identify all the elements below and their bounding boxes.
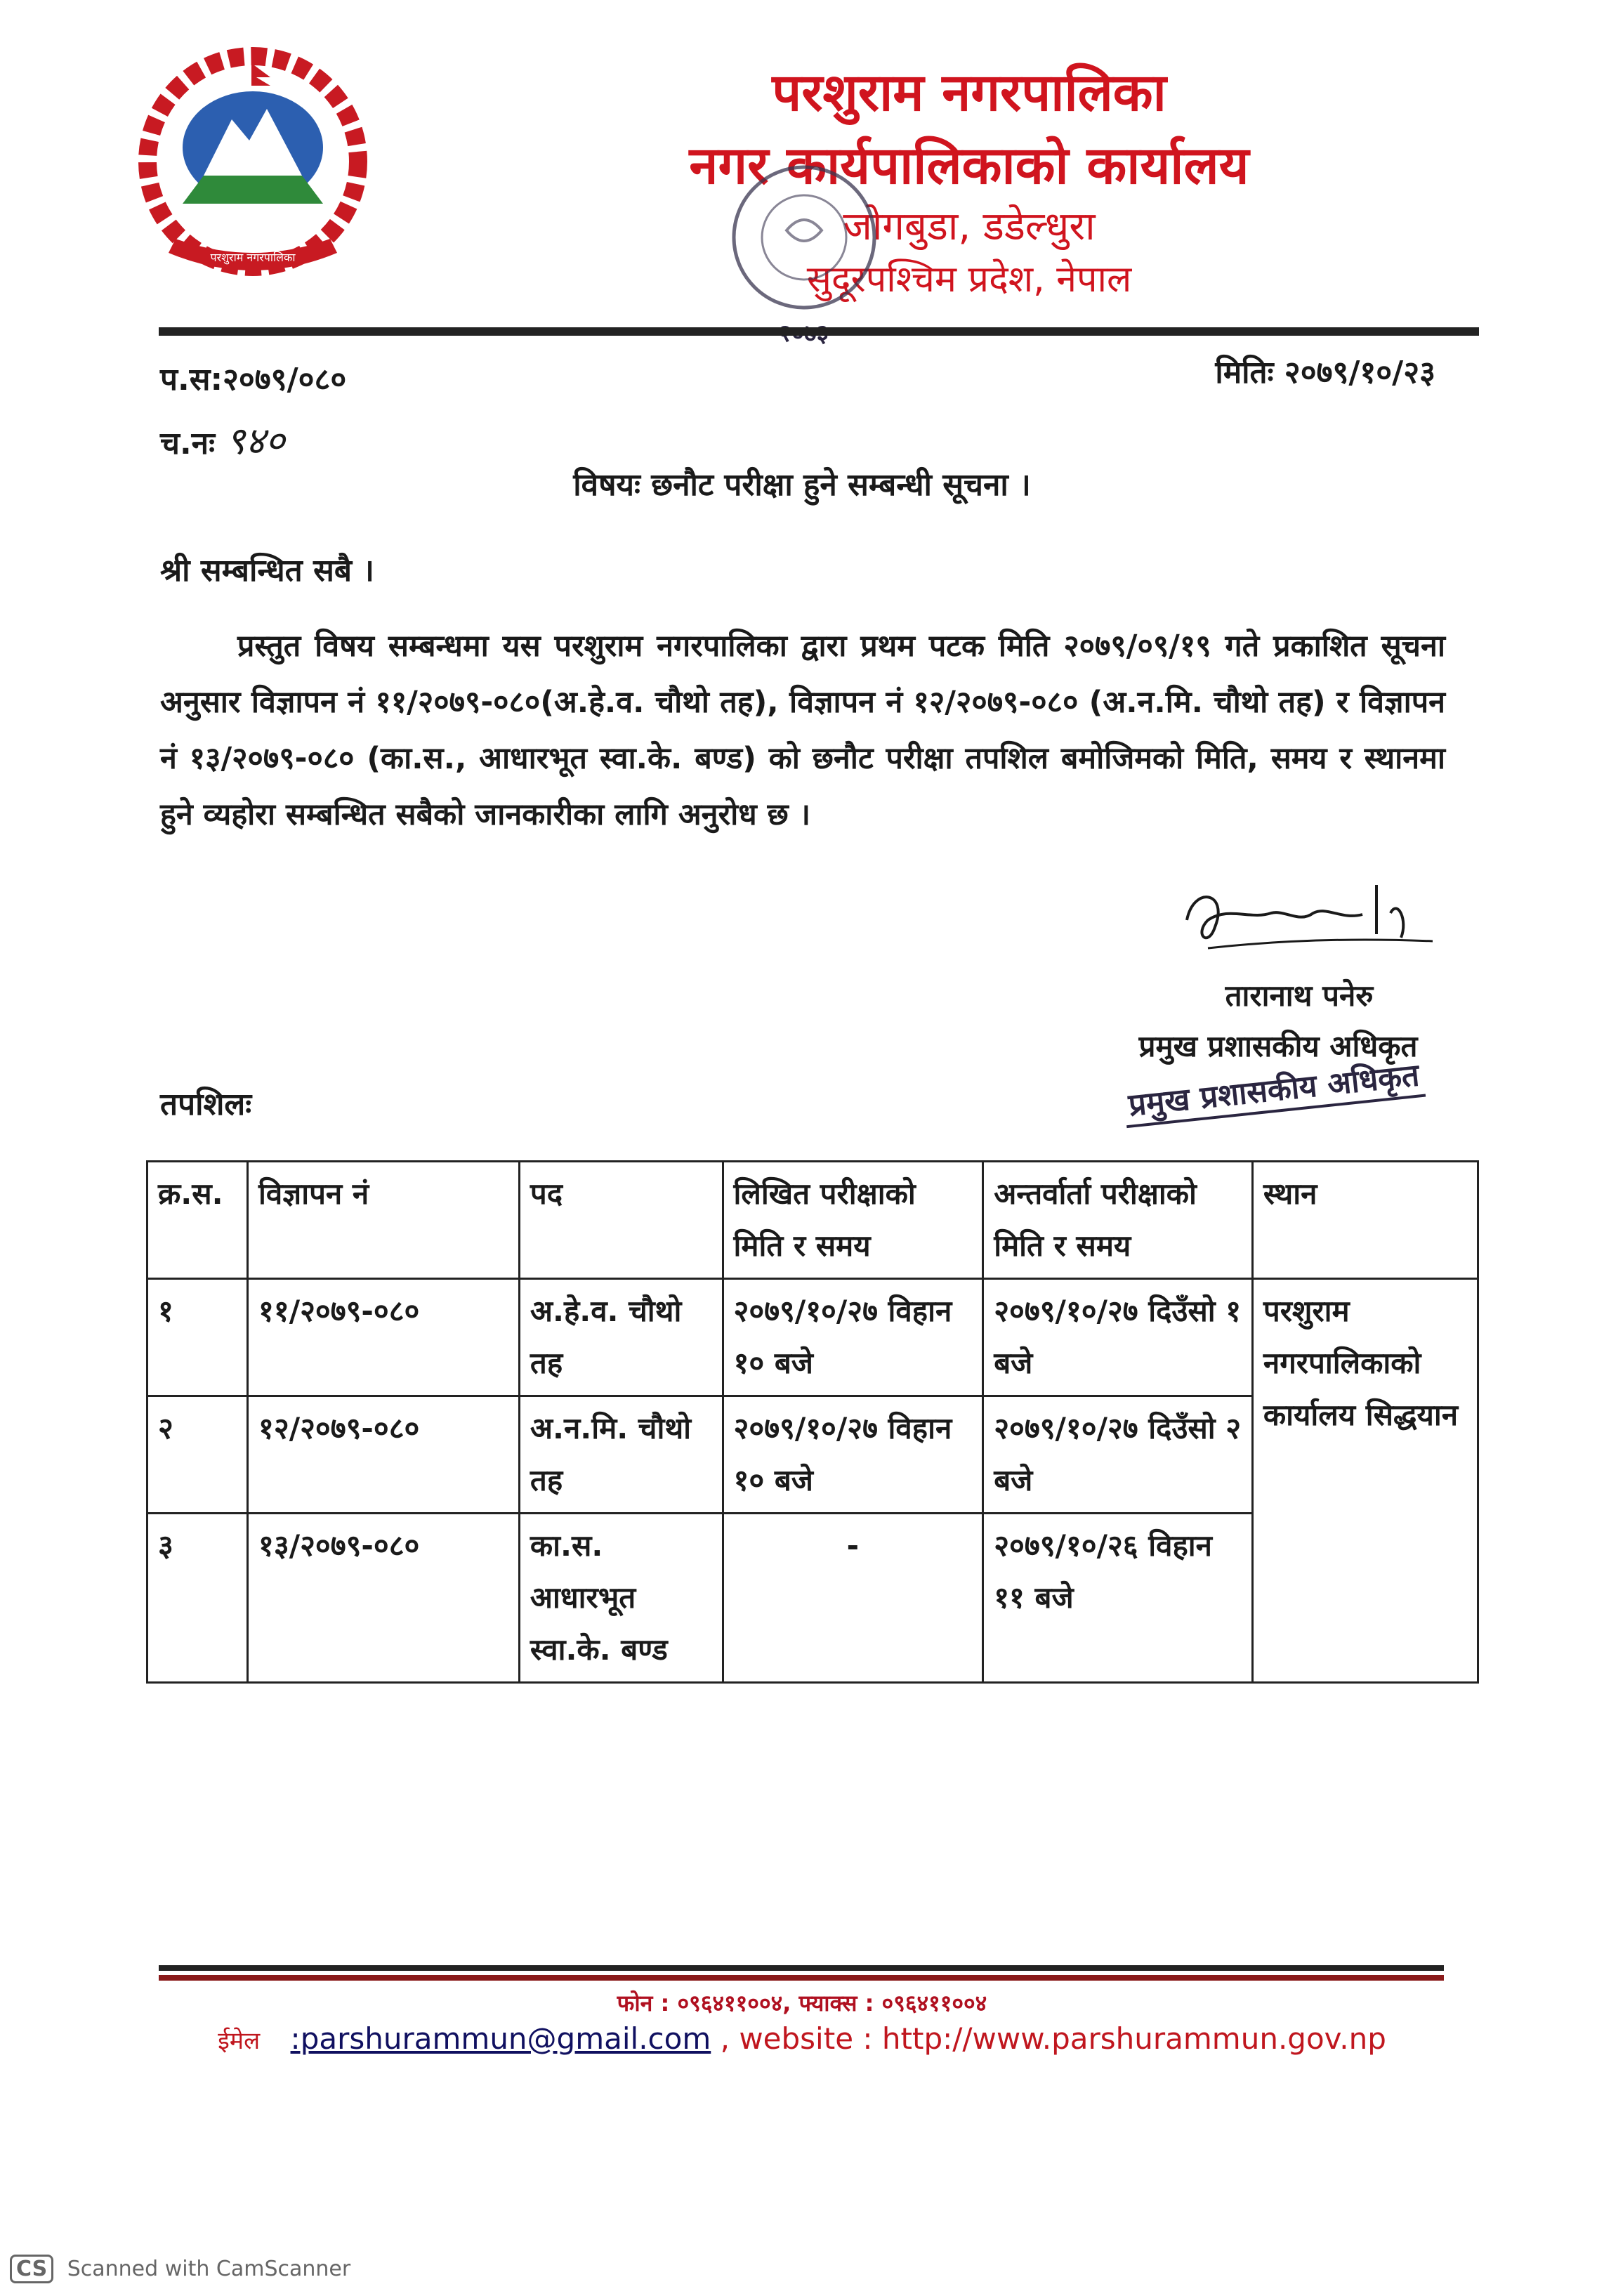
website-text: , website : http://www.parshurammun.gov.np	[720, 2021, 1386, 2056]
dispatch-label: च.नः	[160, 426, 215, 461]
cell-interview: २०७९/१०/२६ विहान ११ बजे	[983, 1514, 1253, 1683]
footer-contact	[0, 2021, 1604, 2056]
office-subtitle: नगर कार्यपालिकाको कार्यालय	[689, 136, 1249, 196]
cell-advertisement: ११/२०७९-०८०	[248, 1279, 520, 1396]
cell-post: का.स. आधारभूत स्वा.के. बण्ड	[519, 1514, 723, 1683]
signatory-name: तारानाथ पनेरु	[1225, 978, 1374, 1013]
camscanner-badge-icon: CS	[10, 2255, 53, 2283]
col-header-interview: अन्तर्वार्ता परीक्षाको मिति र समय	[983, 1162, 1253, 1279]
email-link[interactable]: :parshurammun@gmail.com	[290, 2021, 711, 2056]
dispatch-value: ९४०	[225, 419, 285, 463]
col-header-written-exam: लिखित परीक्षाको मिति र समय	[723, 1162, 983, 1279]
scanner-watermark	[10, 2255, 350, 2283]
footer-phone: फोन : ०९६४११००४, फ्याक्स : ०९६४११००४	[617, 1990, 987, 2016]
cell-interview: २०७९/१०/२७ दिउँसो १ बजे	[983, 1279, 1253, 1396]
cell-written-exam: -	[723, 1514, 983, 1683]
footer-divider	[159, 1965, 1444, 1971]
cell-post: अ.न.मि. चौथो तह	[519, 1396, 723, 1514]
office-name: परशुराम नगरपालिका	[772, 63, 1166, 123]
cell-venue: परशुराम नगरपालिकाको कार्यालय सिद्धयान	[1252, 1279, 1478, 1683]
letter-date: मितिः २०७९/१०/२३	[1215, 355, 1435, 391]
cell-sn: २	[147, 1396, 248, 1514]
exam-schedule-table	[146, 1160, 1479, 1684]
schedule-label: तपशिलः	[160, 1087, 252, 1122]
notice-body: प्रस्तुत विषय सम्बन्धमा यस परशुराम नगरपालिका द्वारा प्रथम पटक मिति २०७९/०९/१९ गते प्रकाशित सूचना अनुसार विज्ञापन नं ११/२०७९-०८०(अ.हे.व. चौथो तह), विज्ञापन नं १२/२०७९-०८० (अ.न.मि. चौथो तह) र विज्ञापन नं १३/२०७९-०८० (का.स., आधारभूत स्वा.के. बण्ड) को छनौट परीक्षा तपशिल बमोजिमको मिति, समय र स्थानमा हुने व्यहोरा सम्बन्धित सबैको जानकारीका लागि अनुरोध छ ।	[160, 629, 1445, 832]
reference-number: प.स:२०७९/०८०	[160, 362, 347, 398]
col-header-post: पद	[519, 1162, 723, 1279]
dispatch-number	[160, 413, 285, 465]
signatory-stamp: प्रमुख प्रशासकीय अधिकृत	[1122, 1052, 1426, 1128]
nepal-emblem-icon	[126, 42, 379, 288]
cell-interview: २०७९/१०/२७ दिउँसो २ बजे	[983, 1396, 1253, 1514]
cell-post: अ.हे.व. चौथो तह	[519, 1279, 723, 1396]
office-address: जोगबुडा, डडेल्धुरा	[843, 204, 1096, 249]
cell-written-exam: २०७९/१०/२७ विहान १० बजे	[723, 1279, 983, 1396]
signatory-title: प्रमुख प्रशासकीय अधिकृत	[1138, 1029, 1418, 1063]
emblem-caption: परशुराम नगरपालिका	[210, 251, 296, 264]
cell-sn: ३	[147, 1514, 248, 1683]
table-header-row	[147, 1162, 1478, 1279]
cell-advertisement: १२/२०७९-०८०	[248, 1396, 520, 1514]
cell-written-exam: २०७९/१०/२७ विहान १० बजे	[723, 1396, 983, 1514]
signature-icon	[1166, 871, 1461, 983]
letterhead-divider	[159, 327, 1479, 336]
office-stamp-icon	[723, 153, 885, 371]
cell-sn: १	[147, 1279, 248, 1396]
office-province: सुदूरपश्चिम प्रदेश, नेपाल	[806, 258, 1132, 301]
watermark-text: Scanned with CamScanner	[67, 2257, 351, 2281]
table-row	[147, 1279, 1478, 1396]
col-header-sn: क्र.स.	[147, 1162, 248, 1279]
salutation: श्री सम्बन्धित सबै ।	[160, 553, 374, 589]
col-header-venue: स्थान	[1252, 1162, 1478, 1279]
cell-advertisement: १३/२०७९-०८०	[248, 1514, 520, 1683]
col-header-advertisement: विज्ञापन नं	[248, 1162, 520, 1279]
email-label: ईमेल	[218, 2027, 261, 2055]
notice-subject: विषयः छनौट परीक्षा हुने सम्बन्धी सूचना ।	[573, 467, 1031, 503]
footer-divider-accent	[159, 1975, 1444, 1981]
